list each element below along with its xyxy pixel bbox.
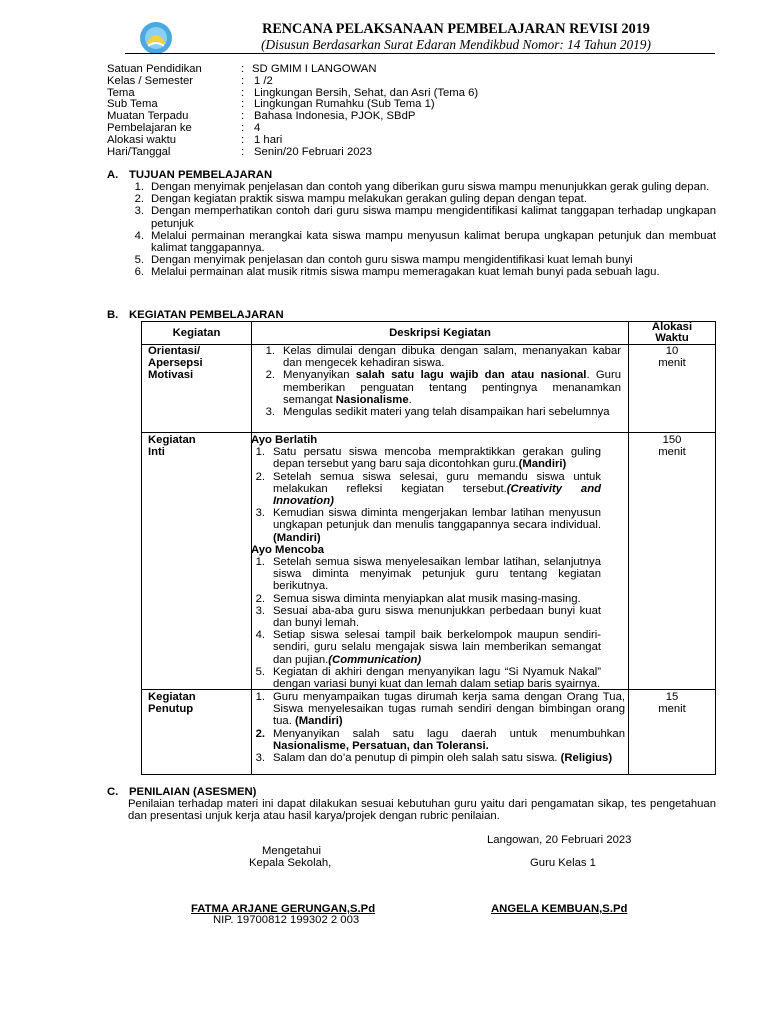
identity-value: Bahasa Indonesia, PJOK, SBdP [254, 110, 416, 123]
activity-name [148, 691, 196, 715]
time-allocation [628, 345, 716, 369]
identity-label: Kelas / Semester [107, 74, 194, 87]
identity-label: Pembelajaran ke [107, 121, 192, 134]
item-number: 3. [255, 752, 265, 765]
objective-item [128, 193, 716, 205]
item-text: Kegiatan di akhiri dengan menyanyikan lagu “Si Nyamuk Nakal” dengan variasi bunyi kuat dan lemah dalam setiap baris syairnya. [273, 665, 601, 691]
item-number: 1. [255, 556, 265, 569]
item-text: Semua siswa diminta menyiapkan alat musik masing-masing. [273, 592, 581, 605]
list-item [251, 556, 601, 593]
identity-value: Lingkungan Rumahku (Sub Tema 1) [254, 98, 435, 111]
identity-value: 1 hari [254, 133, 283, 146]
alloc-value: 10 [665, 345, 679, 357]
column-header-alloc-line1: Alokasi [651, 321, 693, 333]
item-text-bold: salah satu lagu wajib dan atau nasional [355, 369, 587, 382]
objective-item [128, 266, 716, 278]
objective-item [128, 205, 716, 229]
item-number: 2. [255, 592, 265, 605]
document-subtitle: (Disusun Berdasarkan Surat Edaran Mendikbud Nomor: 14 Tahun 2019) [261, 37, 651, 52]
identity-row [107, 110, 707, 122]
objective-item [128, 181, 716, 193]
section-c-heading [107, 786, 256, 798]
principal-nip: NIP. 19700812 199302 2 003 [213, 914, 360, 926]
header-divider [125, 53, 715, 54]
list-item [251, 593, 601, 605]
objective-item [128, 230, 716, 254]
identity-colon: : [241, 145, 245, 158]
identity-colon: : [241, 110, 245, 123]
identity-value: Lingkungan Bersih, Sehat, dan Asri (Tema 6) [254, 86, 479, 99]
list-item [251, 666, 601, 690]
list-item [251, 752, 625, 764]
teacher-name: ANGELA KEMBUAN,S.Pd [491, 903, 628, 915]
item-text-bold: Nasionalisme, Persatuan, dan Toleransi. [273, 739, 489, 752]
identity-value: SD GMIM I LANGOWAN [252, 63, 377, 75]
item-text-bold: (Mandiri) [294, 715, 343, 728]
item-text: Dengan menyimak penjelasan dan contoh guru siswa mampu mengidentifikasi kuat lemah bunyi [151, 254, 633, 267]
item-text: Mengulas sedikit materi yang telah disampaikan hari sebelumnya [283, 406, 610, 419]
identity-label: Sub Tema [107, 98, 158, 111]
identity-value: Senin/20 Februari 2023 [254, 145, 373, 158]
list-item [261, 369, 621, 406]
item-number: 6. [134, 266, 144, 279]
list-item [251, 629, 601, 666]
item-text-bold: (Mandiri) [273, 531, 321, 544]
item-text: Sesuai aba-aba guru siswa menunjukkan perbedaan bunyi kuat dan bunyi lemah. [273, 604, 601, 630]
item-number: 1. [255, 691, 265, 703]
learning-objectives-list [128, 181, 716, 279]
item-text: Menyanyikan salah satu lagu daerah untuk menumbuhkan [273, 727, 625, 740]
section-a-heading [107, 169, 272, 181]
identity-row [107, 134, 707, 146]
item-number: 4. [134, 229, 144, 242]
item-number: 2. [265, 369, 275, 382]
activity-name [148, 434, 196, 458]
table-cell [141, 432, 252, 690]
identity-label: Tema [107, 86, 135, 99]
alloc-value: 150 [662, 434, 682, 446]
alloc-unit: menit [658, 703, 686, 716]
alloc-value: 15 [665, 691, 679, 703]
item-number: 2. [255, 470, 265, 483]
item-number: 5. [134, 254, 144, 267]
teacher-title: Guru Kelas 1 [530, 857, 596, 869]
item-number: 1. [255, 446, 265, 459]
identity-colon: : [241, 63, 245, 75]
identity-row [107, 122, 707, 134]
section-letter: B. [107, 309, 119, 321]
identity-row [107, 87, 707, 99]
time-allocation [628, 434, 716, 458]
item-text: Dengan memperhatikan contoh dari guru siswa mampu mengidentifikasi kalimat tanggapan terhadap ungkapan petunjuk [151, 205, 716, 230]
identity-value: 4 [254, 121, 261, 134]
identity-colon: : [241, 133, 245, 146]
item-text: . [408, 393, 412, 406]
item-text: Dengan kegiatan praktik siswa mampu melakukan gerakan guling depan dengan tepat. [151, 193, 587, 206]
item-number: 3. [134, 205, 144, 218]
identity-colon: : [241, 98, 245, 111]
column-header-activity: Kegiatan [172, 327, 221, 339]
item-text: Kelas dimulai dengan dibuka dengan salam, menanyakan kabar dan mengecek kehadiran siswa. [283, 345, 621, 370]
activity-description [251, 691, 625, 764]
item-text: . Guru memberikan penguatan tentang pentingnya menanamkan semangat [283, 369, 621, 406]
activity-line: Motivasi [148, 369, 194, 382]
item-number: 3. [265, 406, 275, 419]
activity-line: Inti [148, 446, 165, 459]
subsection-title: Ayo Mencoba [251, 543, 325, 556]
principal-title: Kepala Sekolah, [249, 857, 332, 869]
subsection-title: Ayo Berlatih [251, 434, 318, 446]
alloc-unit: menit [658, 357, 686, 370]
activity-line: Penutup [148, 703, 194, 716]
item-text: Dengan menyimak penjelasan dan contoh yang diberikan guru siswa mampu menunjukkan gerak guling depan. [151, 181, 710, 193]
alloc-unit: menit [658, 446, 686, 459]
section-letter: C. [107, 786, 119, 798]
list-item [251, 446, 601, 470]
list-item [251, 605, 601, 629]
list-item [261, 345, 621, 369]
activity-line: Apersepsi [148, 357, 203, 370]
activity-description [261, 345, 621, 418]
section-letter: A. [107, 169, 119, 181]
item-number: 3. [255, 507, 265, 520]
identity-label: Alokasi waktu [107, 133, 177, 146]
section-b-heading [107, 309, 284, 321]
list-item [251, 507, 601, 544]
identity-block [107, 63, 707, 157]
item-text: Setiap siswa selesai tampil baik berkelompok maupun sendiri-sendiri, guru selalu mengajak siswa lain memberikan semangat dan pujian. [273, 629, 601, 666]
section-title: KEGIATAN PEMBELAJARAN [129, 309, 284, 321]
activity-description [251, 434, 621, 690]
identity-value: 1 /2 [254, 74, 273, 87]
item-text-bold-italic: (Creativity and Innovation) [273, 482, 601, 508]
item-text-bold: Nasionalisme [335, 393, 409, 406]
item-number: 1. [265, 345, 275, 357]
place-date: Langowan, 20 Februari 2023 [487, 834, 632, 846]
item-number: 2. [134, 193, 144, 206]
item-text-bold: (Mandiri) [518, 458, 567, 471]
document-title: RENCANA PELAKSANAAN PEMBELAJARAN REVISI 2019 [262, 21, 650, 37]
principal-name: FATMA ARJANE GERUNGAN,S.Pd [191, 903, 376, 915]
column-header-description: Deskripsi Kegiatan [389, 327, 491, 339]
item-text: Menyanyikan [283, 369, 356, 382]
list-item [261, 406, 621, 418]
list-item [251, 691, 625, 728]
identity-row [107, 146, 707, 158]
item-text: Setelah semua siswa selesai, guru memandu siswa untuk melakukan refleksi kegiatan tersebut. [273, 470, 601, 495]
item-text: Melalui permainan alat musik ritmis siswa mampu memeragakan kuat lemah bunyi pada sebuah lagu. [151, 266, 660, 279]
activity-name [148, 345, 203, 382]
item-text: Salam dan do’a penutup di pimpin oleh salah satu siswa. [273, 752, 561, 765]
acknowledged-label: Mengetahui [262, 845, 322, 857]
item-number: 2. [255, 727, 265, 740]
identity-colon: : [241, 121, 245, 134]
identity-row [107, 98, 707, 110]
identity-row [107, 75, 707, 87]
activity-line: Kegiatan [148, 691, 196, 703]
item-text: Melalui permainan merangkai kata siswa mampu menyusun kalimat berupa ungkapan petunjuk dan membuat kalimat tanggapannya. [151, 229, 716, 255]
section-title: PENILAIAN (ASESMEN) [129, 786, 257, 798]
item-number: 1. [134, 181, 144, 193]
identity-label: Hari/Tanggal [107, 145, 171, 158]
item-text: Setelah semua siswa menyelesaikan lembar latihan, selanjutnya siswa diminta menyimak petunjuk guru tentang kegiatan berikutnya. [273, 556, 601, 593]
time-allocation [628, 691, 716, 715]
section-title: TUJUAN PEMBELAJARAN [129, 169, 273, 181]
item-text: Satu persatu siswa mencoba mempraktikkan gerakan guling depan tersebut yang baru saja dicontohkan guru. [273, 446, 601, 471]
item-text: Kemudian siswa diminta mengerjakan lembar latihan menyusun ungkapan petunjuk dan menulis tanggapannya secara individual. [273, 507, 601, 532]
assessment-text: Penilaian terhadap materi ini dapat dilakukan sesuai kebutuhan guru yaitu dari pengamatan sikap, tes pengetahuan dan presentasi unjuk kerja atau hasil karya/projek dengan rubric penilaian. [128, 798, 716, 823]
table-cell [628, 432, 716, 690]
activity-line: Orientasi/ [148, 345, 201, 357]
item-text-bold-italic: (Communication) [328, 653, 422, 666]
activities-table [141, 321, 716, 775]
activity-line: Kegiatan [148, 434, 196, 446]
identity-label: Muatan Terpadu [107, 110, 189, 123]
list-item [251, 728, 625, 752]
list-item [251, 471, 601, 508]
tut-wuri-handayani-logo [138, 20, 174, 56]
item-number: 3. [255, 604, 265, 617]
item-number: 5. [255, 665, 265, 678]
identity-label: Satuan Pendidikan [107, 63, 202, 75]
objective-item [128, 254, 716, 266]
column-header-alloc-line2: Waktu [655, 332, 689, 344]
item-number: 4. [255, 629, 265, 642]
item-text: Guru menyampaikan tugas dirumah kerja sama dengan Orang Tua, Siswa menyelesaikan tugas rumah sendiri dengan bimbingan orang tua. [273, 691, 625, 728]
identity-row [107, 63, 707, 75]
identity-colon: : [241, 74, 245, 87]
item-text-bold: (Religius) [560, 752, 613, 765]
identity-colon: : [241, 86, 245, 99]
